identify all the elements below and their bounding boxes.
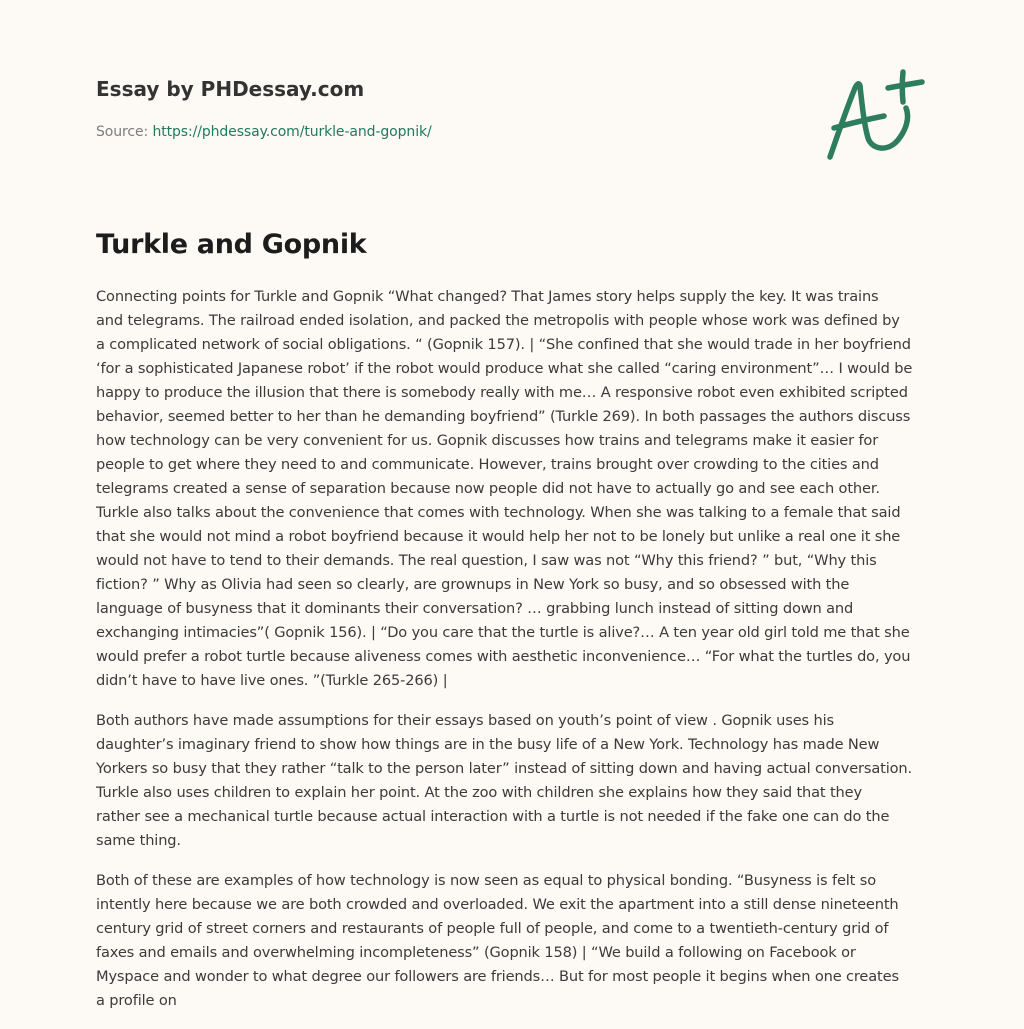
- paragraph-line: rather see a mechanical turtle because actual interaction with a turtle is not needed if the fake one can do the: [96, 808, 890, 825]
- paragraph-line: fiction? ” Why as Olivia had seen so clearly, are grownups in New York so busy, and so obsessed with the: [96, 576, 850, 593]
- paragraph-line: Connecting points for Turkle and Gopnik “What changed? That James story helps supply the key. It was trains: [96, 288, 879, 305]
- paragraph-line: century grid of street corners and restaurants of people full of people, and come to a twentieth-century grid of: [96, 920, 889, 937]
- paragraph-line: didn’t have to have live ones. ”(Turkle 265-266) |: [96, 672, 448, 689]
- paragraph-line: happy to produce the illusion that there is somebody really with me… A responsive robot even exhibited scripted: [96, 384, 908, 401]
- paragraph-line: Both of these are examples of how technology is now seen as equal to physical bonding. “Busyness is felt so: [96, 872, 876, 889]
- source-label: Source:: [96, 124, 153, 140]
- paragraph-line: would prefer a robot turtle because aliveness comes with aesthetic inconvenience… “For what the turtles do, you: [96, 648, 911, 665]
- paragraph-line: that she would not mind a robot boyfriend because it would help her not to be lonely but unlike a real one it she: [96, 528, 901, 545]
- a-plus-grade-icon: [822, 64, 932, 164]
- paragraph-line: how technology can be very convenient for us. Gopnik discusses how trains and telegrams make it easier for: [96, 432, 879, 449]
- paragraph-line: Yorkers so busy that they rather “talk to the person later” instead of sitting down and having actual conversation.: [96, 760, 912, 777]
- paragraph-line: telegrams created a sense of separation because now people did not have to actually go and see each other.: [96, 480, 880, 497]
- paragraph-line: behavior, seemed better to her than he demanding boyfriend” (Turkle 269). In both passages the authors discuss: [96, 408, 911, 425]
- essay-paragraph-3: [96, 869, 936, 1013]
- site-title: Essay by PHDessay.com: [96, 77, 365, 101]
- essay-paragraph-2: [96, 709, 936, 853]
- page-header: [96, 74, 796, 142]
- source-link[interactable]: https://phdessay.com/turkle-and-gopnik/: [152, 124, 432, 140]
- paragraph-line: Turkle also uses children to explain her point. At the zoo with children she explains how they said that they: [96, 784, 862, 801]
- paragraph-line: Turkle also talks about the convenience that comes with technology. When she was talking to a female that said: [96, 504, 901, 521]
- paragraph-line: would not have to tend to their demands. The real question, I saw was not “Why this friend? ” but, “Why this: [96, 552, 877, 569]
- paragraph-line: faxes and emails and overwhelming incompleteness” (Gopnik 158) | “We build a following on Facebook or: [96, 944, 856, 961]
- paragraph-line: language of busyness that it dominants their conversation? … grabbing lunch instead of sitting down and: [96, 600, 854, 617]
- paragraph-line: same thing.: [96, 832, 181, 849]
- essay-paragraph-1: [96, 285, 936, 693]
- paragraph-line: daughter’s imaginary friend to show how things are in the busy life of a New York. Technology has made New: [96, 736, 880, 753]
- paragraph-line: and telegrams. The railroad ended isolation, and packed the metropolis with people whose work was defined by: [96, 312, 900, 329]
- paragraph-line: a complicated network of social obligations. “ (Gopnik 157). | “She confined that she would trade in her boyfriend: [96, 336, 911, 353]
- paragraph-line: Myspace and wonder to what degree our followers are friends… But for most people it begins when one creates: [96, 968, 899, 985]
- paragraph-line: a profile on: [96, 992, 177, 1009]
- paragraph-line: people to get where they need to and communicate. However, trains brought over crowding to the cities and: [96, 456, 879, 473]
- paragraph-line: Both authors have made assumptions for their essays based on youth’s point of view . Gopnik uses his: [96, 712, 834, 729]
- essay-body: [96, 285, 936, 1029]
- paragraph-line: intently here because we are both crowded and overloaded. We exit the apartment into a still dense nineteenth: [96, 896, 899, 913]
- paragraph-line: exchanging intimacies”( Gopnik 156). | “Do you care that the turtle is alive?… A ten year old girl told me that she: [96, 624, 910, 641]
- paragraph-line: ‘for a sophisticated Japanese robot’ if the robot would produce what she called “caring environment”… I would be: [96, 360, 913, 377]
- source-line: [96, 122, 796, 142]
- essay-title: Turkle and Gopnik: [96, 229, 367, 260]
